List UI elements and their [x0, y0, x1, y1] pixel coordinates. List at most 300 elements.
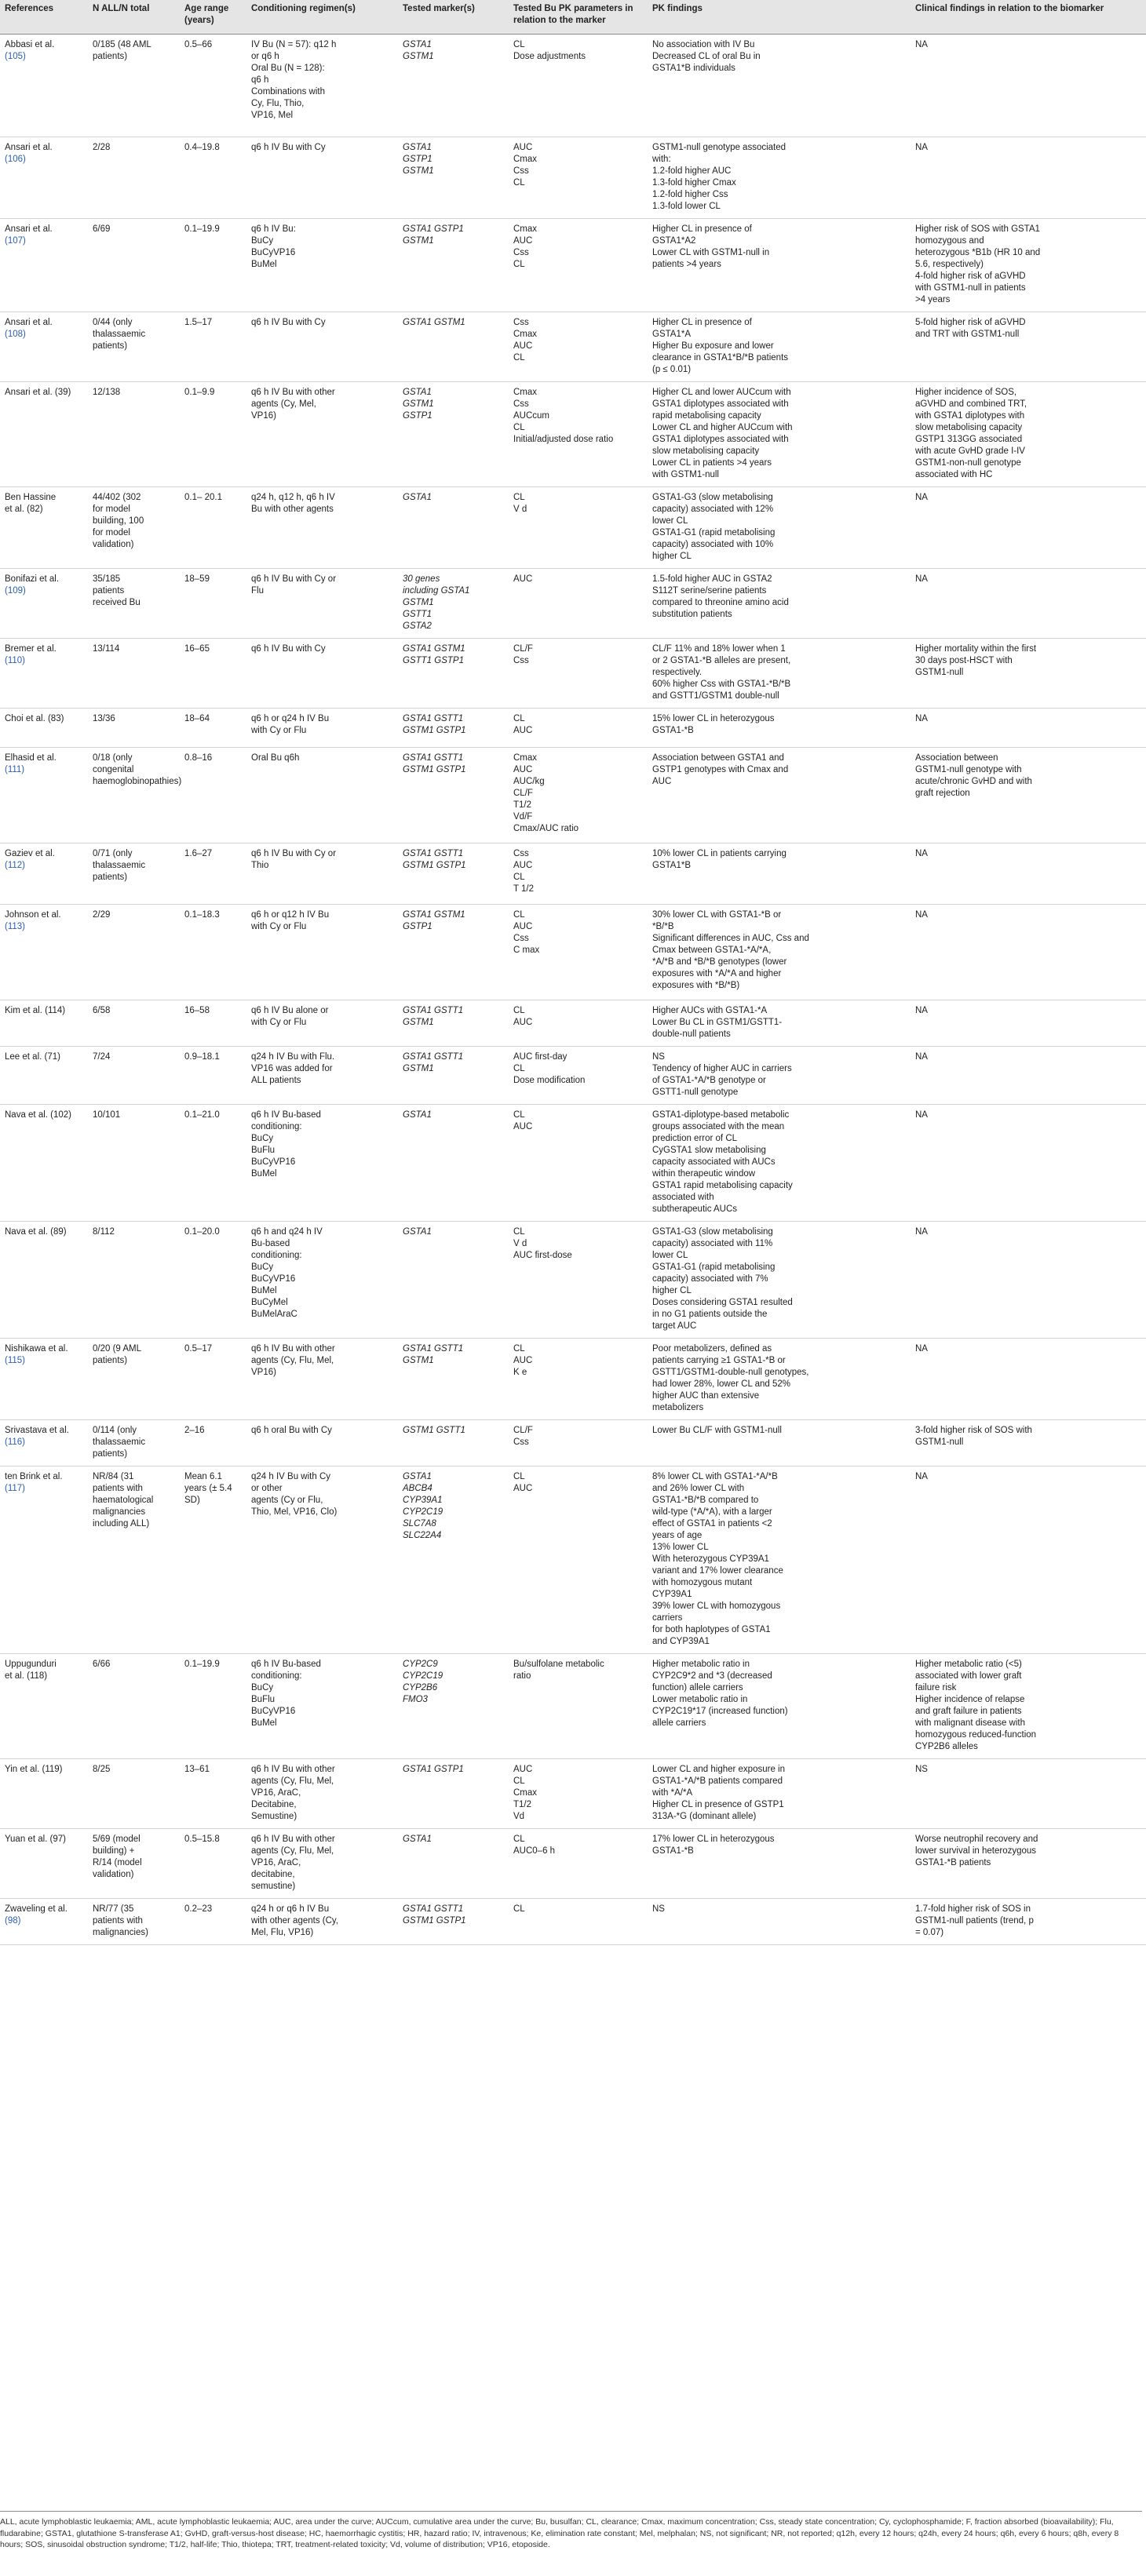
cell-line: Ansari et al.	[5, 224, 53, 234]
cell-line: Semustine)	[251, 1812, 297, 1821]
cell-conditioning	[246, 843, 398, 905]
cell-n-total	[88, 382, 180, 487]
cell-line: AUC	[513, 922, 533, 931]
cell-line: 2/28	[93, 143, 111, 152]
cell-line: Bu/sulfolane metabolic	[513, 1660, 604, 1669]
cell-line: Higher metabolic ratio (<5)	[915, 1660, 1022, 1669]
cell-line: *A/*B and *B/*B genotypes (lower	[652, 957, 787, 967]
cell-age-range	[180, 569, 246, 639]
cell-line: GSTM1	[403, 236, 434, 246]
cell-line: with Cy or Flu	[251, 1018, 307, 1027]
cell-markers	[398, 1467, 509, 1654]
cell-line: capacity) associated with 10%	[652, 540, 774, 549]
cell-line: patients)	[93, 341, 128, 351]
cell-line: GSTA1 diplotypes associated with	[652, 435, 789, 444]
cell-line: 8/112	[93, 1227, 115, 1237]
cell-line: associated with HC	[915, 470, 993, 479]
cell-pk-parameters	[509, 1829, 648, 1899]
cell-pk-findings	[648, 905, 911, 1000]
cell-line: GSTM1	[403, 52, 434, 61]
cell-age-range	[180, 709, 246, 748]
cell-line: exposures with *A/*A and higher	[652, 969, 782, 978]
cell-pk-findings	[648, 1339, 911, 1420]
cell-line: Cmax between GSTA1-*A/*A,	[652, 946, 772, 955]
cell-line: NS	[652, 1904, 665, 1914]
cell-line: et al. (118)	[5, 1671, 48, 1681]
header-markers: Tested marker(s)	[398, 0, 509, 35]
cell-line: 0.9–18.1	[184, 1052, 220, 1062]
cell-age-range	[180, 1047, 246, 1105]
cell-line: GSTM1 GSTP1	[403, 1916, 466, 1926]
cell-line: conditioning:	[251, 1251, 302, 1260]
cell-line: GSTA1-diplotype-based metabolic	[652, 1110, 790, 1120]
cell-line: Vd/F	[513, 812, 533, 822]
cell-line: of GSTA1-*A/*B genotype or	[652, 1076, 766, 1085]
cell-line: GSTA1 GSTP1	[403, 224, 464, 234]
cell-line: 0.1–20.0	[184, 1227, 220, 1237]
cell-line: GSTM1 GSTP1	[403, 861, 466, 870]
cell-line: Higher CL in presence of	[652, 224, 752, 234]
cell-line: GSTT1 GSTP1	[403, 656, 464, 665]
cell-line: conditioning:	[251, 1122, 302, 1131]
cell-line: VP16, AraC,	[251, 1788, 301, 1798]
cell-line: GSTM1-non-null genotype	[915, 458, 1021, 468]
cell-line: 12/138	[93, 388, 121, 397]
cell-age-range	[180, 1105, 246, 1222]
cell-line: years of age	[652, 1531, 703, 1540]
cell-line: 1.2-fold higher AUC	[652, 166, 732, 176]
cell-age-range	[180, 1829, 246, 1899]
cell-pk-parameters	[509, 137, 648, 219]
cell-line: rapid metabolising capacity	[652, 411, 761, 421]
cell-line: malignancies)	[93, 1928, 148, 1937]
cell-line: GSTM1-null patients (trend, p	[915, 1916, 1034, 1926]
cell-line: malignancies	[93, 1507, 146, 1517]
cell-line: GSTA1	[403, 1227, 432, 1237]
cell-line: 0.1–18.3	[184, 910, 220, 920]
cell-line: = 0.07)	[915, 1928, 944, 1937]
cell-line: Lee et al. (71)	[5, 1052, 60, 1062]
cell-conditioning	[246, 709, 398, 748]
cell-age-range	[180, 1759, 246, 1829]
cell-line: GSTM1	[403, 1018, 434, 1027]
cell-markers	[398, 1420, 509, 1467]
cell-clinical-findings	[911, 748, 1146, 843]
cell-line: (108)	[5, 330, 26, 339]
cell-line: GSTA1	[403, 143, 432, 152]
cell-line: SLC7A8	[403, 1519, 436, 1528]
cell-line: Lower CL and higher exposure in	[652, 1765, 785, 1774]
cell-line: CL	[513, 1904, 525, 1914]
cell-reference	[0, 905, 88, 1000]
cell-n-total	[88, 1420, 180, 1467]
cell-line: higher CL	[652, 1286, 692, 1295]
cell-line: Oral Bu q6h	[251, 753, 300, 763]
cell-line: GSTA1 GSTM1	[403, 318, 465, 327]
cell-line: Bu-based	[251, 1239, 290, 1248]
cell-line: AUC	[513, 1484, 533, 1493]
cell-reference	[0, 569, 88, 639]
cell-reference	[0, 219, 88, 312]
cell-line: (p ≤ 0.01)	[652, 365, 692, 374]
cell-line: 30% lower CL with GSTA1-*B or	[652, 910, 782, 920]
cell-line: q6 h IV Bu with other	[251, 1765, 335, 1774]
cell-line: CL	[513, 1110, 525, 1120]
cell-line: (113)	[5, 922, 25, 931]
table-row	[0, 312, 1146, 382]
cell-line: with Cy or Flu	[251, 726, 307, 735]
cell-line: GSTM1 GSTT1	[403, 1426, 465, 1435]
cell-pk-parameters	[509, 1000, 648, 1047]
cell-line: and GSTT1/GSTM1 double-null	[652, 691, 779, 701]
cell-pk-findings	[648, 1829, 911, 1899]
cell-line: for model	[93, 528, 130, 537]
cell-line: q6 h or q12 h IV Bu	[251, 910, 330, 920]
cell-age-range	[180, 843, 246, 905]
table-row	[0, 1654, 1146, 1759]
cell-line: AUC	[513, 765, 533, 774]
cell-line: GSTM1 GSTP1	[403, 765, 466, 774]
cell-line: With heterozygous CYP39A1	[652, 1554, 769, 1564]
cell-reference	[0, 1000, 88, 1047]
cell-markers	[398, 1899, 509, 1945]
cell-line: or other	[251, 1484, 283, 1493]
cell-line: AUC first-dose	[513, 1251, 572, 1260]
cell-line: GSTM1-null genotype with	[915, 765, 1022, 774]
cell-line: Higher AUCs with GSTA1-*A	[652, 1006, 768, 1015]
cell-line: AUC	[513, 726, 533, 735]
table-row	[0, 1899, 1146, 1945]
cell-n-total	[88, 905, 180, 1000]
cell-conditioning	[246, 1829, 398, 1899]
cell-line: VP16)	[251, 1368, 276, 1377]
cell-line: AUC	[513, 861, 533, 870]
cell-line: Cmax	[513, 224, 538, 234]
cell-pk-findings	[648, 487, 911, 569]
table-row	[0, 1339, 1146, 1420]
cell-line: NA	[915, 849, 928, 858]
cell-line: CYP2B6 alleles	[915, 1742, 978, 1751]
cell-markers	[398, 1654, 509, 1759]
cell-pk-findings	[648, 1000, 911, 1047]
cell-n-total	[88, 312, 180, 382]
table-row	[0, 639, 1146, 709]
cell-n-total	[88, 569, 180, 639]
cell-line: q6 h IV Bu with Cy or	[251, 849, 337, 858]
cell-line: 5-fold higher risk of aGVHD	[915, 318, 1026, 327]
cell-line: et al. (82)	[5, 505, 43, 514]
cell-line: CL/F	[513, 644, 533, 654]
cell-markers	[398, 1222, 509, 1339]
cell-line: VP16 was added for	[251, 1064, 333, 1073]
cell-pk-parameters	[509, 1420, 648, 1467]
cell-line: 60% higher Css with GSTA1-*B/*B	[652, 680, 791, 689]
cell-n-total	[88, 1339, 180, 1420]
cell-reference	[0, 382, 88, 487]
cell-line: higher CL	[652, 552, 692, 561]
cell-line: q24 h, q12 h, q6 h IV	[251, 493, 335, 502]
cell-line: BuMel	[251, 260, 277, 269]
cell-clinical-findings	[911, 639, 1146, 709]
cell-line: NA	[915, 1052, 928, 1062]
cell-pk-parameters	[509, 1222, 648, 1339]
cell-line: Css	[513, 934, 529, 943]
cell-line: with GSTM1-null in patients	[915, 283, 1026, 293]
cell-line: 0.2–23	[184, 1904, 213, 1914]
cell-line: 2/29	[93, 910, 111, 920]
cell-line: patients carrying ≥1 GSTA1-*B or	[652, 1356, 786, 1365]
cell-line: CL/F 11% and 18% lower when 1	[652, 644, 786, 654]
cell-line: validation)	[93, 540, 134, 549]
cell-conditioning	[246, 137, 398, 219]
cell-line: Lower metabolic ratio in	[652, 1695, 748, 1704]
cell-pk-findings	[648, 1222, 911, 1339]
cell-pk-parameters	[509, 1339, 648, 1420]
cell-line: CL	[513, 40, 525, 49]
cell-line: respectively.	[652, 668, 703, 677]
cell-line: NA	[915, 1344, 928, 1354]
cell-conditioning	[246, 1222, 398, 1339]
cell-line: Higher incidence of SOS,	[915, 388, 1017, 397]
cell-line: Johnson et al.	[5, 910, 61, 920]
cell-line: 1.3-fold higher Cmax	[652, 178, 736, 188]
cell-pk-findings	[648, 1467, 911, 1654]
cell-markers	[398, 843, 509, 905]
cell-line: and TRT with GSTM1-null	[915, 330, 1020, 339]
cell-conditioning	[246, 1000, 398, 1047]
cell-line: CL	[513, 493, 525, 502]
cell-clinical-findings	[911, 1339, 1146, 1420]
cell-line: agents (Cy, Mel,	[251, 399, 316, 409]
cell-line: or q6 h	[251, 52, 279, 61]
cell-line: 0.8–16	[184, 753, 213, 763]
cell-line: metabolizers	[652, 1403, 704, 1412]
cell-line: AUC	[513, 143, 533, 152]
cell-line: Higher CL and lower AUCcum with	[652, 388, 791, 397]
cell-line: 1.2-fold higher Css	[652, 190, 728, 199]
cell-clinical-findings	[911, 487, 1146, 569]
cell-age-range	[180, 1222, 246, 1339]
cell-line: CL	[513, 873, 525, 882]
cell-age-range	[180, 1467, 246, 1654]
cell-line: (115)	[5, 1356, 25, 1365]
cell-line: BuCyVP16	[251, 248, 296, 257]
cell-markers	[398, 1339, 509, 1420]
cell-conditioning	[246, 219, 398, 312]
cell-clinical-findings	[911, 1000, 1146, 1047]
cell-line: CL	[513, 178, 525, 188]
cell-line: GSTA1 rapid metabolising capacity	[652, 1181, 793, 1190]
cell-clinical-findings	[911, 382, 1146, 487]
cell-age-range	[180, 382, 246, 487]
cell-line: Nishikawa et al.	[5, 1344, 68, 1354]
cell-line: CYP39A1	[652, 1590, 692, 1599]
cell-line: Lower Bu CL/F with GSTM1-null	[652, 1426, 782, 1435]
cell-line: Cmax	[513, 753, 538, 763]
cell-reference	[0, 709, 88, 748]
cell-line: Css	[513, 1437, 529, 1447]
table-row	[0, 1047, 1146, 1105]
cell-age-range	[180, 748, 246, 843]
cell-n-total	[88, 1654, 180, 1759]
cell-line: GSTA1-*B	[652, 726, 694, 735]
cell-markers	[398, 1105, 509, 1222]
cell-age-range	[180, 1000, 246, 1047]
cell-conditioning	[246, 748, 398, 843]
cell-n-total	[88, 1829, 180, 1899]
cell-clinical-findings	[911, 709, 1146, 748]
cell-line: BuMelAraC	[251, 1310, 297, 1319]
cell-n-total	[88, 137, 180, 219]
cell-clinical-findings	[911, 312, 1146, 382]
cell-line: ALL patients	[251, 1076, 301, 1085]
cell-line: AUC	[513, 1765, 533, 1774]
cell-conditioning	[246, 1654, 398, 1759]
cell-line: q6 h IV Bu with Cy	[251, 644, 326, 654]
cell-reference	[0, 1899, 88, 1945]
cell-line: GSTT1	[403, 610, 432, 619]
cell-line: haematological	[93, 1496, 154, 1505]
cell-pk-findings	[648, 1105, 911, 1222]
cell-line: agents (Cy, Flu, Mel,	[251, 1846, 334, 1856]
cell-line: slow metabolising capacity	[652, 446, 760, 456]
cell-line: CL	[513, 1835, 525, 1844]
cell-line: including GSTA1	[403, 586, 470, 596]
cell-reference	[0, 1420, 88, 1467]
cell-line: higher AUC than extensive	[652, 1391, 760, 1401]
cell-age-range	[180, 219, 246, 312]
cell-line: Lower CL with GSTM1-null in	[652, 248, 770, 257]
cell-line: C max	[513, 946, 540, 955]
cell-line: (110)	[5, 656, 25, 665]
cell-line: Thio	[251, 861, 269, 870]
header-pk-parameters: Tested Bu PK parameters in relation to the marker	[509, 0, 648, 35]
cell-line: 1.7-fold higher risk of SOS in	[915, 1904, 1031, 1914]
cell-conditioning	[246, 1467, 398, 1654]
cell-line: 3-fold higher risk of SOS with	[915, 1426, 1032, 1435]
cell-pk-findings	[648, 748, 911, 843]
cell-age-range	[180, 312, 246, 382]
cell-line: including ALL)	[93, 1519, 150, 1528]
cell-line: NA	[915, 40, 928, 49]
cell-clinical-findings	[911, 1420, 1146, 1467]
cell-line: Lower CL and higher AUCcum with	[652, 423, 793, 432]
cell-line: subtherapeutic AUCs	[652, 1204, 738, 1214]
cell-n-total	[88, 487, 180, 569]
cell-line: Cmax	[513, 155, 538, 164]
cell-line: Lower Bu CL in GSTM1/GSTT1-	[652, 1018, 783, 1027]
cell-line: NA	[915, 574, 928, 584]
cell-line: Mel, Flu, VP16)	[251, 1928, 314, 1937]
cell-line: Ansari et al.	[5, 318, 53, 327]
cell-line: Initial/adjusted dose ratio	[513, 435, 614, 444]
cell-line: with Cy or Flu	[251, 922, 307, 931]
cell-line: with other agents (Cy,	[251, 1916, 339, 1926]
header-age-range: Age range (years)	[180, 0, 246, 35]
cell-line: GSTA1	[403, 1835, 432, 1844]
cell-line: q24 h IV Bu with Flu.	[251, 1052, 335, 1062]
cell-line: BuCy	[251, 1683, 274, 1692]
cell-clinical-findings	[911, 1105, 1146, 1222]
cell-line: GSTA1-*A/*B patients compared	[652, 1776, 783, 1786]
cell-reference	[0, 312, 88, 382]
cell-line: GSTA1	[403, 493, 432, 502]
cell-line: allele carriers	[652, 1718, 706, 1728]
cell-line: within therapeutic window	[652, 1169, 756, 1179]
cell-line: q6 h IV Bu with Cy	[251, 318, 326, 327]
cell-conditioning	[246, 1047, 398, 1105]
cell-line: GSTM1	[403, 166, 434, 176]
cell-line: GSTA1 GSTT1	[403, 753, 464, 763]
cell-markers	[398, 312, 509, 382]
cell-line: in no G1 patients outside the	[652, 1310, 768, 1319]
cell-line: NA	[915, 910, 928, 920]
cell-line: NA	[915, 1110, 928, 1120]
cell-conditioning	[246, 35, 398, 137]
cell-conditioning	[246, 312, 398, 382]
cell-markers	[398, 1759, 509, 1829]
cell-age-range	[180, 639, 246, 709]
table-row	[0, 382, 1146, 487]
cell-line: GSTA1 GSTT1	[403, 714, 464, 723]
cell-conditioning	[246, 569, 398, 639]
cell-line: Ben Hassine	[5, 493, 57, 502]
cell-line: 5/69 (model	[93, 1835, 141, 1844]
cell-line: CL	[513, 1776, 525, 1786]
cell-line: patients)	[93, 1356, 128, 1365]
cell-line: 15% lower CL in heterozygous	[652, 714, 775, 723]
cell-line: SD)	[184, 1496, 200, 1505]
cell-pk-findings	[648, 1899, 911, 1945]
cell-line: 16–58	[184, 1006, 210, 1015]
cell-line: GSTP1	[403, 155, 432, 164]
cell-n-total	[88, 1047, 180, 1105]
cell-clinical-findings	[911, 219, 1146, 312]
cell-line: 0.5–15.8	[184, 1835, 220, 1844]
cell-line: NS	[652, 1052, 665, 1062]
cell-line: Higher Bu exposure and lower	[652, 341, 774, 351]
cell-line: 8% lower CL with GSTA1-*A/*B	[652, 1472, 778, 1481]
cell-line: ten Brink et al.	[5, 1472, 63, 1481]
cell-line: Cmax	[513, 388, 538, 397]
cell-n-total	[88, 1899, 180, 1945]
cell-line: q6 h IV Bu-based	[251, 1110, 321, 1120]
cell-line: and 26% lower CL with	[652, 1484, 745, 1493]
cell-line: Doses considering GSTA1 resulted	[652, 1298, 793, 1307]
cell-reference	[0, 748, 88, 843]
cell-line: or 2 GSTA1-*B alleles are present,	[652, 656, 791, 665]
cell-line: with *A/*A	[652, 1788, 693, 1798]
cell-line: 10/101	[93, 1110, 121, 1120]
cell-line: BuMel	[251, 1286, 277, 1295]
cell-line: 6/69	[93, 224, 111, 234]
cell-line: AUC	[513, 574, 533, 584]
cell-line: thalassaemic	[93, 330, 146, 339]
cell-line: 0/20 (9 AML	[93, 1344, 142, 1354]
cell-pk-findings	[648, 1420, 911, 1467]
cell-line: T1/2	[513, 1800, 532, 1809]
cell-n-total	[88, 1000, 180, 1047]
cell-line: Dose modification	[513, 1076, 586, 1085]
cell-line: CyGSTA1 slow metabolising	[652, 1146, 766, 1155]
cell-line: 0.1–19.9	[184, 1660, 220, 1669]
cell-line: Srivastava et al.	[5, 1426, 69, 1435]
cell-line: CYP2C19	[403, 1507, 443, 1517]
cell-line: NR/84 (31	[93, 1472, 134, 1481]
cell-line: q6 h IV Bu with other	[251, 1835, 335, 1844]
cell-reference	[0, 639, 88, 709]
cell-age-range	[180, 1420, 246, 1467]
